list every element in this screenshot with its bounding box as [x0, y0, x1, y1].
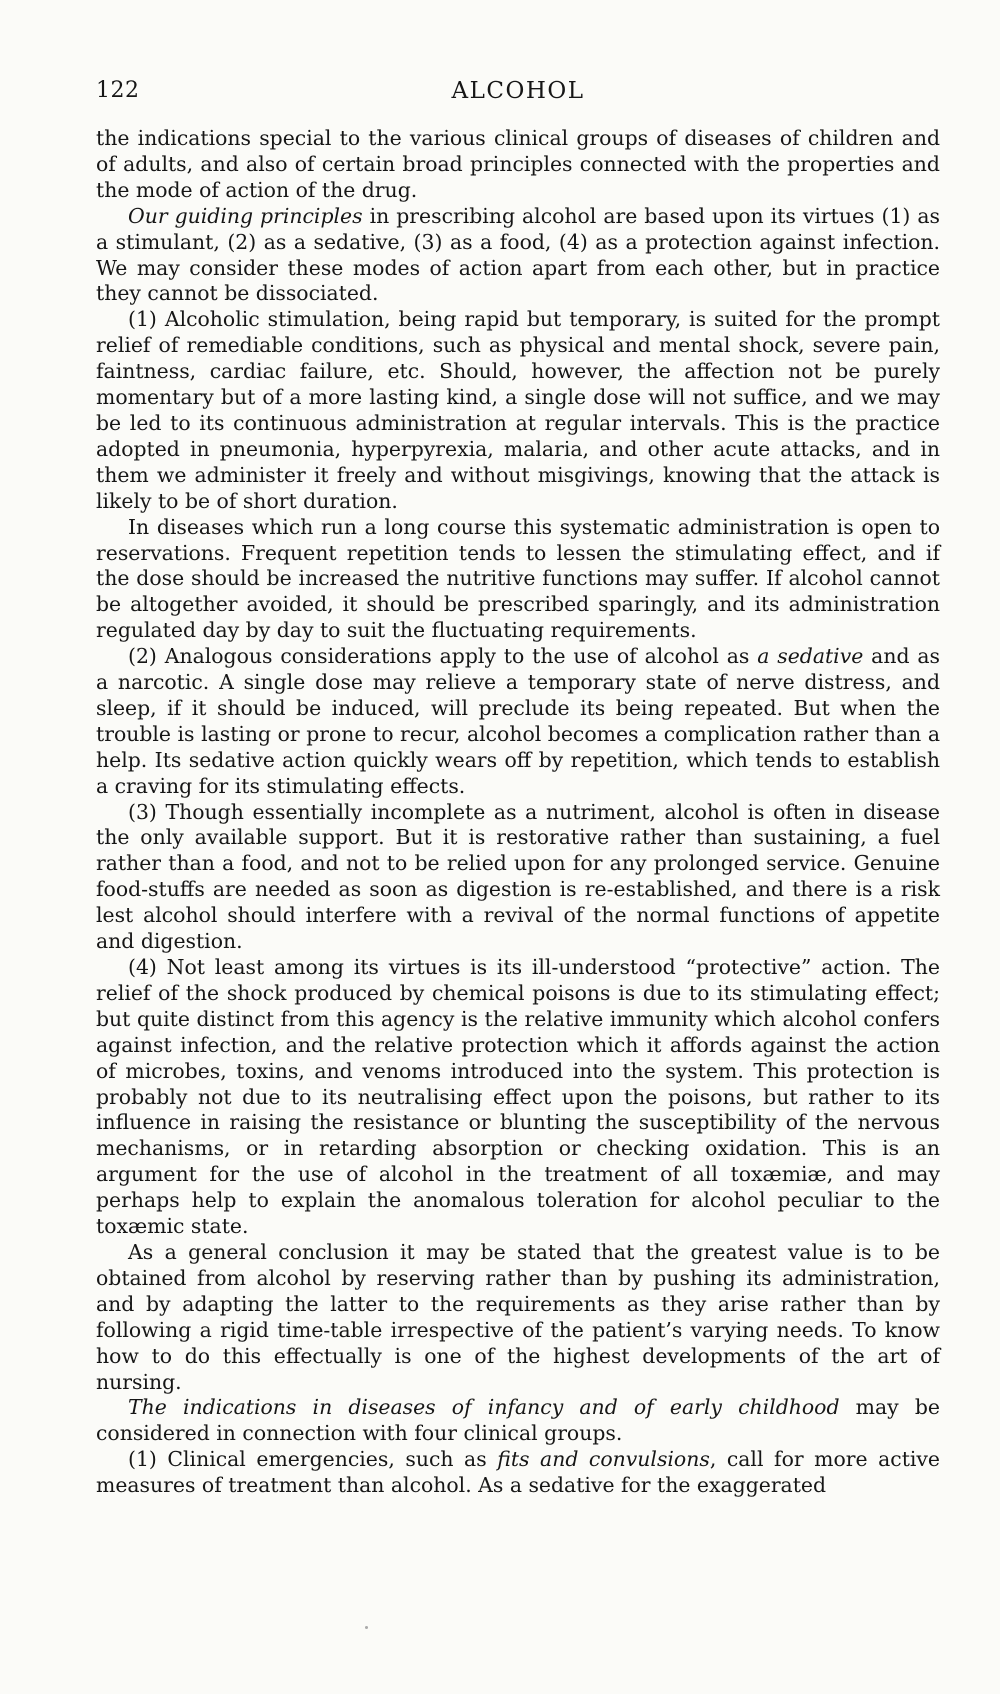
paragraph-indications: The indications in diseases of infancy and of early childhood may be considered in connection with four clinical groups. [96, 1395, 940, 1446]
paragraph-food: (3) Though essentially incomplete as a nutriment, alcohol is often in disease the only available support. But it is restorative rather than sustaining, a fuel rather than a food, and not to be relied upon for any prolonged service. Genuine food-stuffs are needed as soon as digestion is re-established, and there is a risk lest alcohol should interfere with a revival of the normal functions of appetite and digestion. [96, 799, 940, 954]
speck-mark [365, 1626, 368, 1629]
paragraph-conclusion: As a general conclusion it may be stated that the greatest value is to be obtained from alcohol by reserving rather than by pushing its administration, and by adapting the latter to the requirements as they arise rather than by following a rigid time-table irrespective of the patient’s varying needs. To know how to do this effectually is one of the highest developments of the art of nursing. [96, 1239, 940, 1394]
body-text [96, 126, 940, 1499]
page-number: 122 [96, 78, 140, 103]
paragraph-long-course: In diseases which run a long course this systematic administration is open to reservations. Frequent repetition tends to lessen the stimulating effect, and if the dose should be increased the nutritive functions may suffer. If alcohol cannot be altogether avoided, it should be prescribed sparingly, and its administration regulated day by day to suit the fluctuating requirements. [96, 514, 940, 643]
italic-phrase: a sedative [757, 644, 864, 669]
paragraph-guiding-principles: Our guiding principles in prescribing alcohol are based upon its virtues (1) as a stimulant, (2) as a sedative, (3) as a food, (4) as a protection against infection. We may consider these modes of action apart from each other, but in practice they cannot be dissociated. [96, 203, 941, 306]
italic-phrase: Our guiding principles [128, 203, 363, 228]
paragraph-intro: the indications special to the various clinical groups of diseases of children and of adults, and also of certain broad principles connected with the properties and the mode of action of the drug. [96, 126, 940, 202]
running-head [96, 78, 940, 112]
book-page [96, 78, 940, 1499]
paragraph-protective: (4) Not least among its virtues is its ill-understood “protective” action. The relief of the shock produced by chemical poisons is due to its stimulating effect; but quite distinct from this agency is the relative immunity which alcohol confers against infection, and the relative protection which it affords against the action of microbes, toxins, and venoms introduced into the system. This protection is probably not due to its neutralising effect upon the poisons, but rather to its influence in raising the resistance or blunting the susceptibility of the nervous mechanisms, or in retarding absorption or checking oxidation. This is an argument for the use of alcohol in the treatment of all toxæmiæ, and may perhaps help to explain the anomalous toleration for alcohol peculiar to the toxæmic state. [96, 955, 940, 1239]
running-title: ALCOHOL [451, 78, 585, 104]
paragraph-stimulant: (1) Alcoholic stimulation, being rapid but temporary, is suited for the prompt relief of remediable conditions, such as physical and mental shock, severe pain, faintness, cardiac failure, etc. Should, however, the affection not be purely momentary but of a more lasting kind, a single dose will not suffice, and we may be led to its continuous administration at regular intervals. This is the practice adopted in pneumonia, hyperpyrexia, malaria, and other acute attacks, and in them we administer it freely and without misgivings, knowing that the attack is likely to be of short duration. [96, 307, 940, 513]
paragraph-sedative: (2) Analogous considerations apply to the use of alcohol as a sedative and as a narcotic. A single dose may relieve a temporary state of nerve distress, and sleep, if it should be induced, will preclude its being repeated. But when the trouble is lasting or prone to recur, alcohol becomes a complication rather than a help. Its sedative action quickly wears off by repetition, which tends to establish a craving for its stimulating effects. [96, 644, 940, 798]
paragraph-emergencies: (1) Clinical emergencies, such as fits and convulsions, call for more active measures of treatment than alcohol. As a sedative for the exaggerated [96, 1447, 940, 1498]
italic-phrase: The indications in diseases of infancy and of early childhood [128, 1395, 840, 1420]
italic-phrase: fits and convulsions [497, 1447, 710, 1472]
